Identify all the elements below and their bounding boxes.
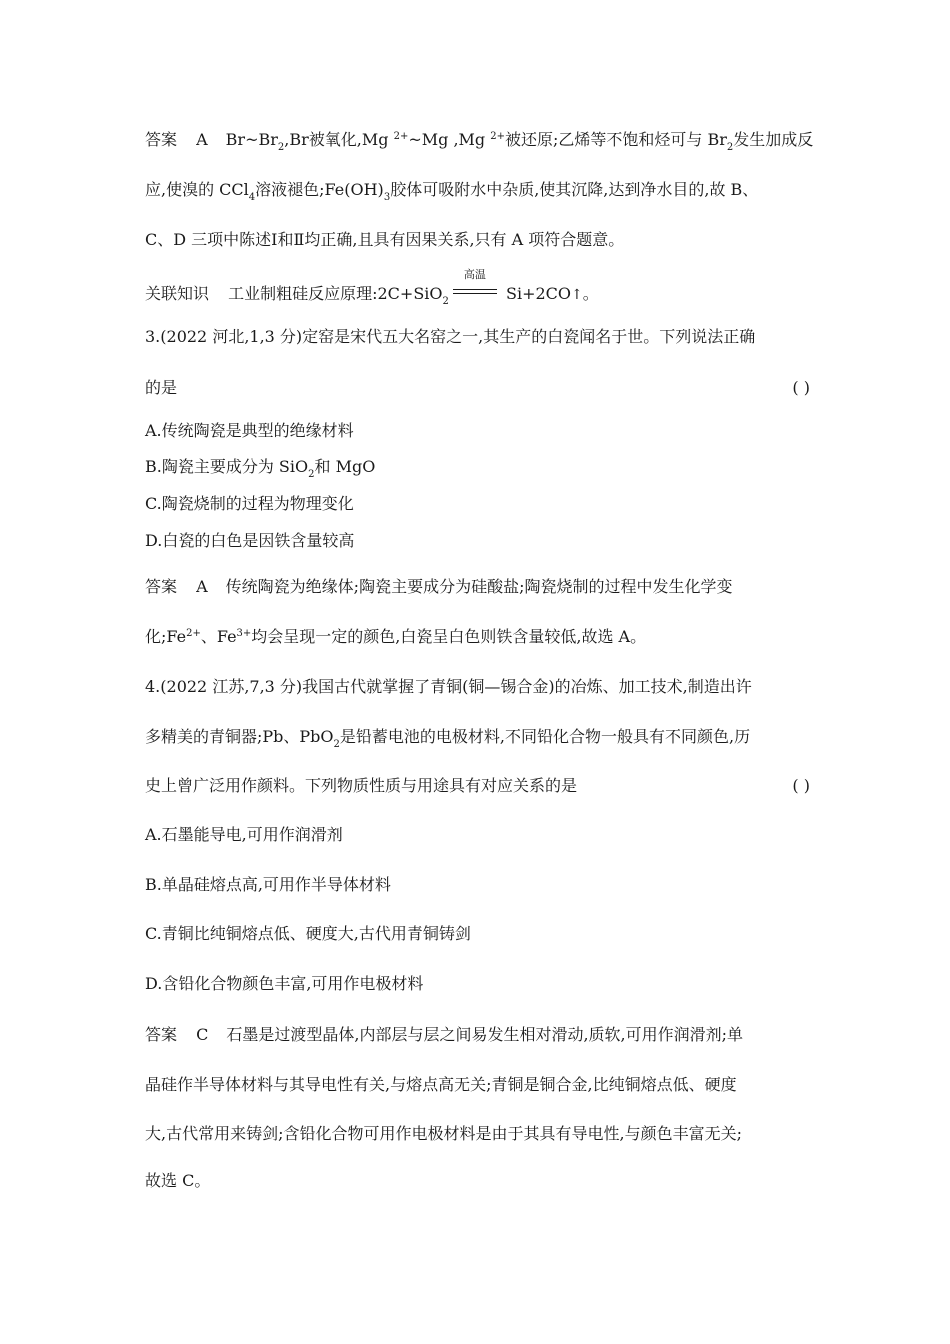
text: 工业制粗硅反应原理:2C+SiO <box>228 284 443 303</box>
text: ~Br <box>245 130 278 149</box>
text: 。 <box>582 284 599 303</box>
q4-option-a: A.石墨能导电,可用作润滑剂 <box>145 825 343 844</box>
answer-choice: A <box>196 577 208 596</box>
q3-option-c: C.陶瓷烧制的过程为物理变化 <box>145 494 354 513</box>
text: 是铅蓄电池的电极材料,不同铅化合物一般具有不同颜色,历 <box>339 727 751 746</box>
q3-stem-line-1: 3.(2022 河北,1,3 分)定窑是宋代五大名窑之一,其生产的白瓷闻名于世。下列说法正确 <box>145 327 756 346</box>
q3-stem-line-2 <box>145 377 810 399</box>
q3-option-d: D.白瓷的白色是因铁含量较高 <box>145 531 355 550</box>
answer-choice: C <box>196 1025 209 1044</box>
text: 发生加成反 <box>733 130 814 149</box>
reaction-condition <box>449 268 501 305</box>
superscript: 2+ <box>186 628 201 639</box>
superscript: 2+ <box>490 131 505 142</box>
text: Br <box>225 130 246 149</box>
q3-option-b <box>145 456 810 478</box>
text: 胶体可吸附水中杂质,使其沉降,达到净水目的,故 B、 <box>390 180 759 199</box>
answer-blank: ( ) <box>792 378 810 397</box>
q2-answer-line-3: C、D 三项中陈述Ⅰ和Ⅱ均正确,且具有因果关系,只有 A 项符合题意。 <box>145 230 625 249</box>
q4-answer-line-2: 晶硅作半导体材料与其导电性有关,与熔点高无关;青铜是铜合金,比纯铜熔点低、硬度 <box>145 1075 737 1094</box>
q4-answer-line-3: 大,古代常用来铸剑;含铅化合物可用作电极材料是由于其具有导电性,与颜色丰富无关; <box>145 1124 742 1143</box>
subscript: 3 <box>383 192 391 203</box>
q3-answer-line-2 <box>145 626 810 648</box>
superscript: 2+ <box>393 131 409 142</box>
text: 均会呈现一定的颜色,白瓷呈白色则铁含量较低,故选 A。 <box>251 627 647 646</box>
related-knowledge <box>145 268 810 307</box>
answer-choice: A <box>196 130 208 149</box>
equals-bar <box>453 289 497 290</box>
text: ,Br <box>284 130 309 149</box>
subscript: 2 <box>333 739 340 750</box>
text: 被还原;乙烯等不饱和烃可与 Br <box>505 130 727 149</box>
q4-answer-line-1 <box>145 1024 810 1046</box>
text: 溶液褪色;Fe(OH) <box>255 180 384 199</box>
subscript: 2 <box>308 469 315 480</box>
text: 被氧化,Mg <box>308 130 394 149</box>
text: 、Fe <box>200 627 237 646</box>
subscript: 2 <box>442 296 449 307</box>
text: 史上曾广泛用作颜料。下列物质性质与用途具有对应关系的是 <box>145 776 578 795</box>
text: Si+2CO <box>500 284 572 303</box>
q3-option-a: A.传统陶瓷是典型的绝缘材料 <box>145 421 354 440</box>
q4-answer-line-4: 故选 C。 <box>145 1171 211 1190</box>
answer-blank: ( ) <box>792 776 810 795</box>
superscript: 3+ <box>236 628 252 639</box>
text: 应,使溴的 CCl <box>145 180 249 199</box>
q4-stem-line-2 <box>145 726 810 748</box>
related-label: 关联知识 <box>145 284 210 303</box>
answer-label: 答案 <box>145 130 178 149</box>
text: 石墨是过渡型晶体,内部层与层之间易发生相对滑动,质软,可用作润滑剂;单 <box>226 1025 744 1044</box>
gas-arrow-icon: ↑ <box>571 287 583 303</box>
q3-answer-line-1 <box>145 576 810 598</box>
answer-label: 答案 <box>145 577 178 596</box>
subscript: 2 <box>726 142 734 153</box>
q2-answer-line-2 <box>145 179 810 201</box>
text: ~Mg ,Mg <box>408 130 491 149</box>
q4-stem-line-3 <box>145 775 810 797</box>
q4-option-b: B.单晶硅熔点高,可用作半导体材料 <box>145 875 391 894</box>
answer-label: 答案 <box>145 1025 178 1044</box>
text: 化;Fe <box>145 627 187 646</box>
text: B.陶瓷主要成分为 SiO <box>145 457 309 476</box>
subscript: 2 <box>277 142 285 153</box>
q2-answer-line-1 <box>145 129 814 153</box>
text: 传统陶瓷为绝缘体;陶瓷主要成分为硅酸盐;陶瓷烧制的过程中发生化学变 <box>225 577 733 596</box>
subscript: 4 <box>248 192 256 203</box>
condition-label: 高温 <box>463 268 486 281</box>
text: 多精美的青铜器;Pb、PbO <box>145 727 334 746</box>
q4-option-d: D.含铅化合物颜色丰富,可用作电极材料 <box>145 974 424 993</box>
text: 和 MgO <box>314 457 376 476</box>
q4-stem-line-1: 4.(2022 江苏,7,3 分)我国古代就掌握了青铜(铜—锡合金)的冶炼、加工技术,制造出许 <box>145 677 752 696</box>
text: 的是 <box>145 378 178 397</box>
q4-option-c: C.青铜比纯铜熔点低、硬度大,古代用青铜铸剑 <box>145 924 471 943</box>
equals-bar <box>453 293 497 294</box>
